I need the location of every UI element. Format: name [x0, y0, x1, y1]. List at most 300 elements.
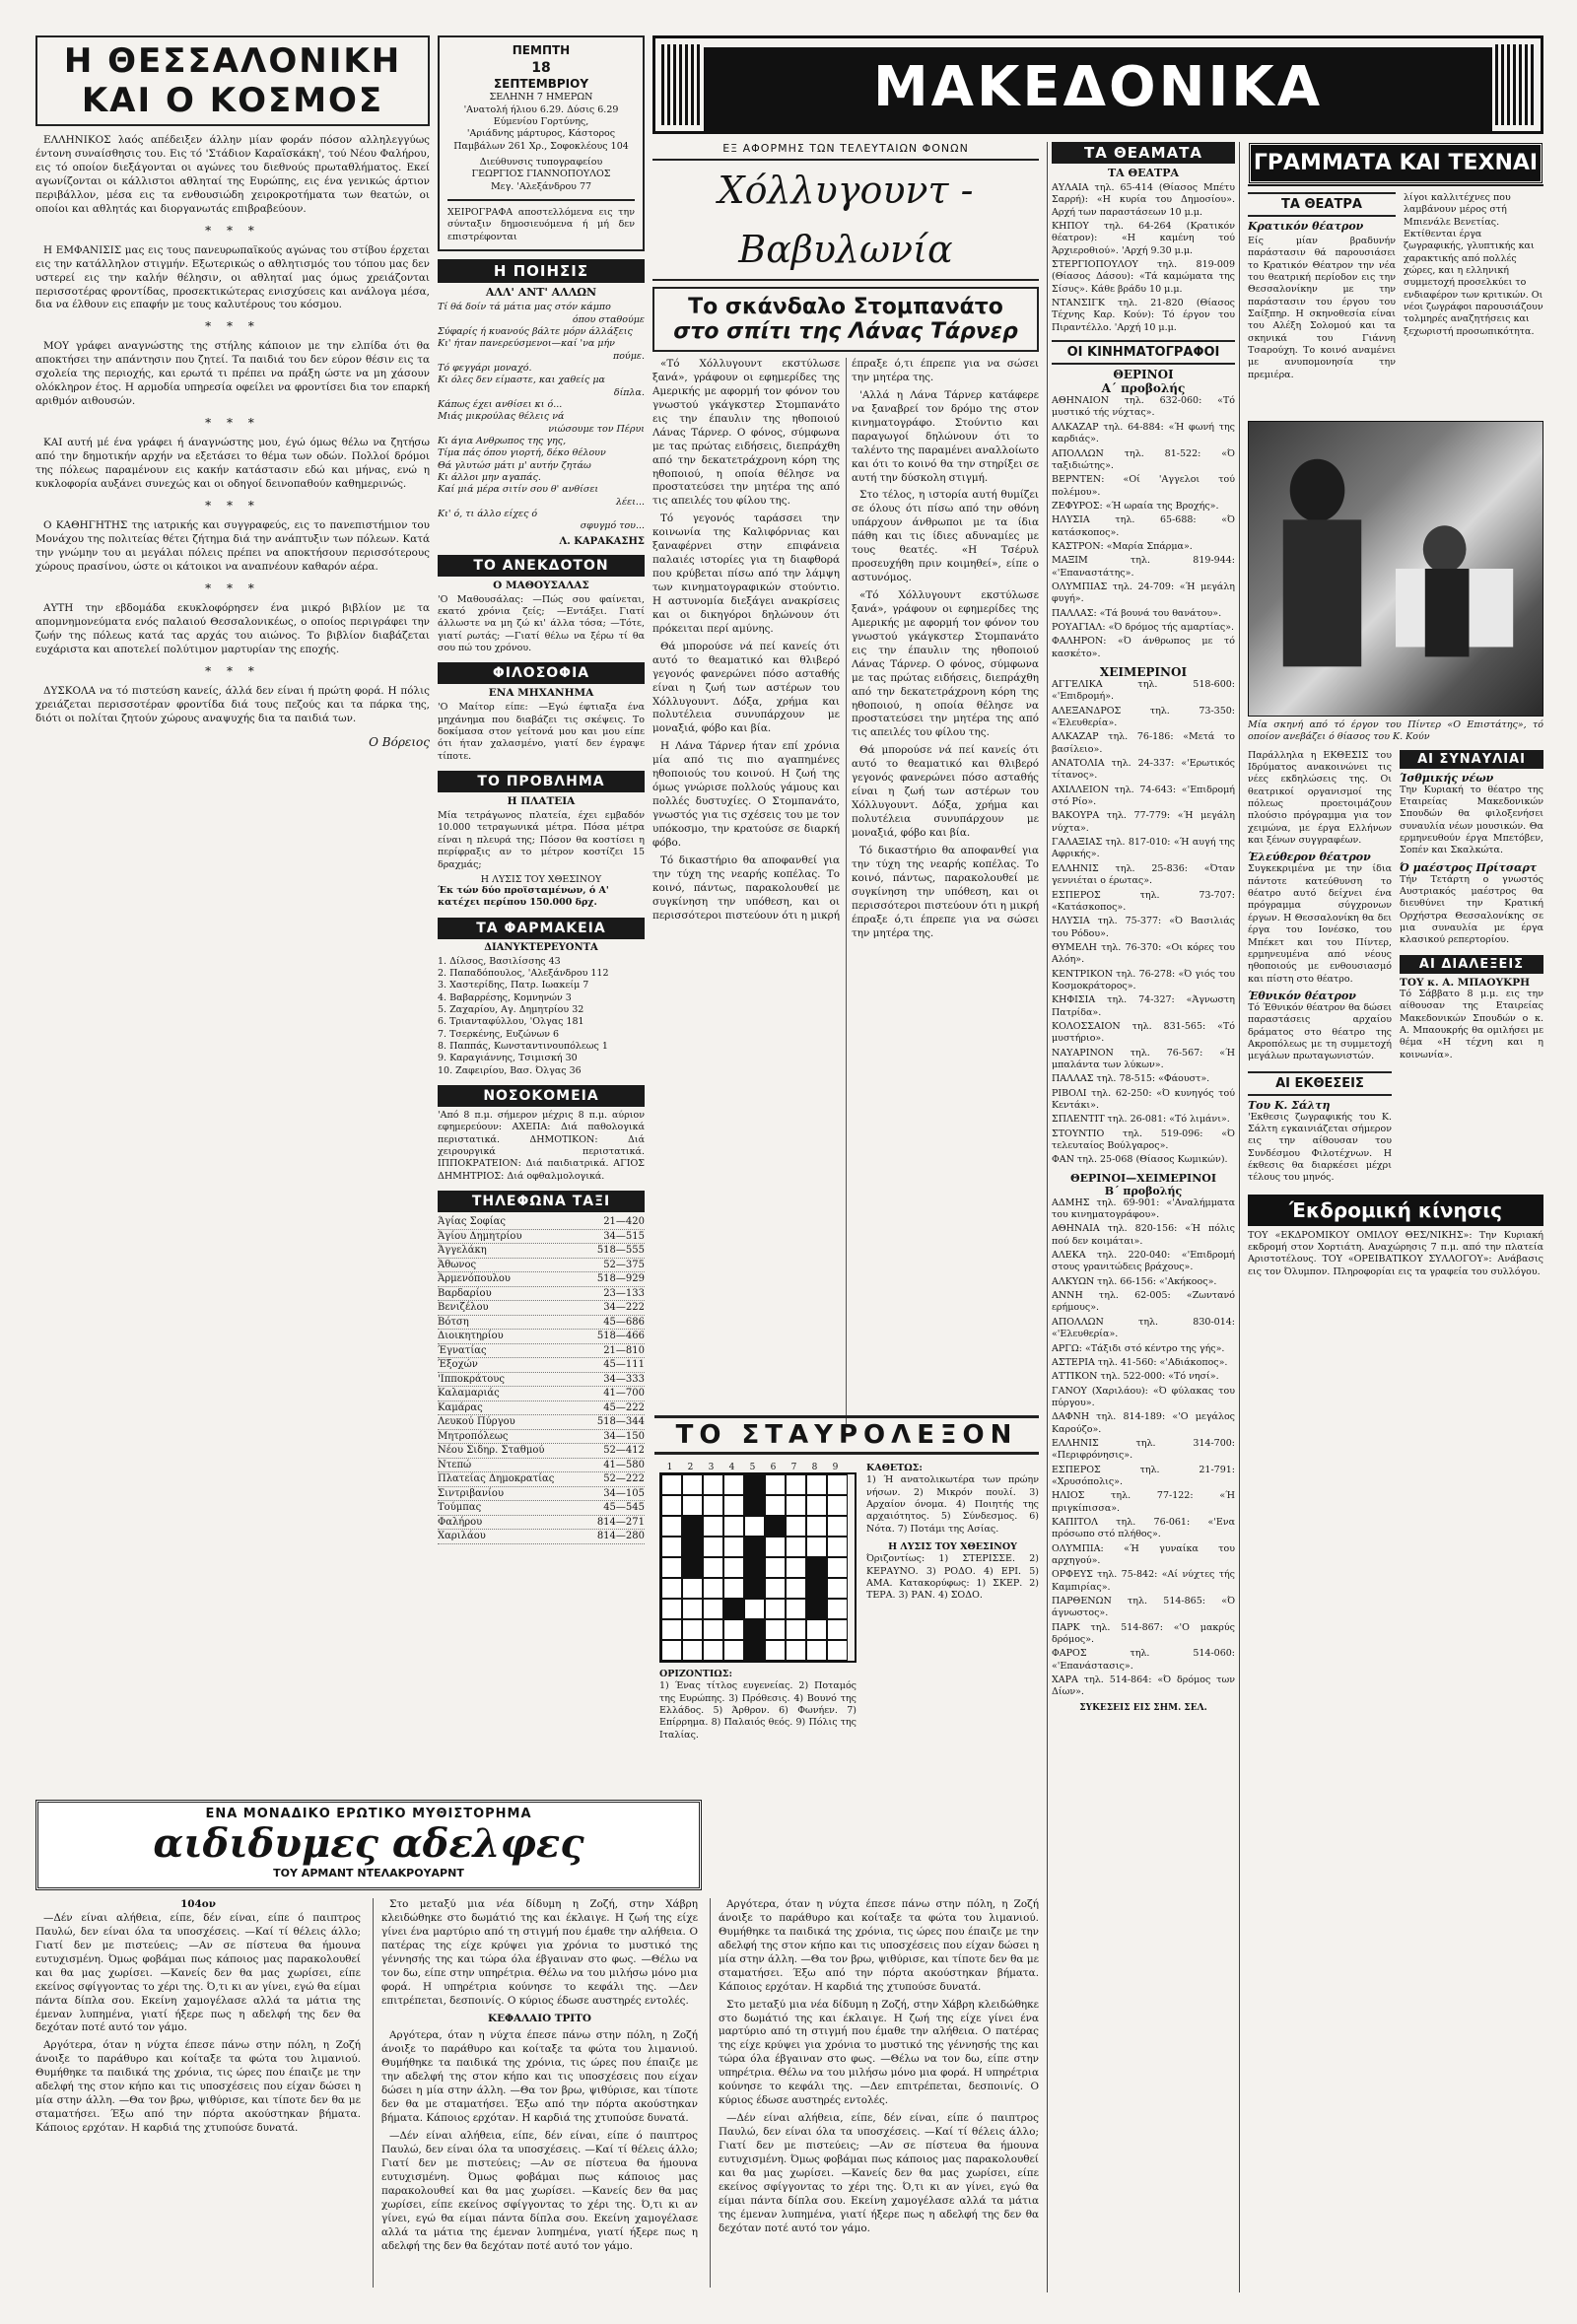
- taxi-stand-name: Πλατείας Δημοκρατίας: [438, 1473, 555, 1485]
- taxi-stand-number: 34—105: [603, 1487, 645, 1499]
- crossword-cell[interactable]: [661, 1640, 682, 1661]
- listing-entry: ΟΡΦΕΥΣ τηλ. 75-842: «Αί νύχτες τής Καμπιρίας».: [1052, 1569, 1235, 1593]
- crossword-cell[interactable]: [744, 1578, 765, 1599]
- listing-entry: ΚΑΣΤΡΟΝ: «Μαρία Σπάρμα».: [1052, 540, 1193, 552]
- taxi-stand-number: 52—222: [603, 1473, 645, 1485]
- printer-name: ΓΕΩΡΓΙΟΣ ΓΙΑΝΝΟΠΟΥΛΟΣ: [471, 169, 611, 180]
- listing-entry: ΠΑΛΛΑΣ τηλ. 78-515: «Φάουστ».: [1052, 1073, 1210, 1085]
- listing-entry: ΧΑΡΑ τηλ. 514-864: «Ό δρόμος των Δίων».: [1052, 1675, 1235, 1698]
- crossword-cell[interactable]: [744, 1619, 765, 1640]
- summer-subheading: ΘΕΡΙΝΟΙ: [1113, 368, 1174, 382]
- crossword-cell[interactable]: [786, 1557, 806, 1578]
- taxi-stand-name: Άγίας Σοφίας: [438, 1216, 507, 1228]
- taxi-stand-number: 814—280: [596, 1531, 645, 1542]
- arts-photo-caption: Μία σκηνή από τό έργον του Πίντερ «Ο Επιστάτης», τό οποίον ανεβάζει ό θίασος του Κ. Κούν: [1248, 719, 1543, 743]
- crossword-cell[interactable]: [765, 1516, 786, 1537]
- taxi-phone-row: [438, 1215, 645, 1230]
- crossword-cell[interactable]: [765, 1599, 786, 1619]
- problem-heading: ΤΟ ΠΡΟΒΛΗΜΑ: [438, 771, 645, 792]
- pharmacy-item: 9. Καραγιάννης, Τσιμισκή 30: [438, 1053, 578, 1064]
- crossword-cell[interactable]: [723, 1640, 744, 1661]
- article-paragraph: ΜΟΥ γράφει αναγνώστης της στήλης κάποιον με την ελπίδα ότι θα αποκτήσει την απάντησιν που ζητεί. Τα παιδιά του δεν εύρον θέσιν εις τα σχολεία της περιοχής, και ερωτά τι πρέπει να πράξη ώστε να μη χάσουν ολόκληρον έτος. Η αρμοδία υπηρεσία οφείλει να φροντίσει δια τον επαρκή αριθμόν αιθουσών.: [35, 340, 430, 408]
- hollywood-title: Χόλλυγουντ - Βαβυλωνία: [652, 159, 1039, 281]
- thessaloniki-title-line1: Η ΘΕΣΣΑΛΟΝΙΚΗ: [63, 41, 402, 81]
- date-line: 'Αριάδνης μάρτυρος, Κάστορος: [466, 128, 616, 140]
- article-paragraph: Η Λάνα Τάρνερ ήταν επί χρόνια μία από τις πιο αγαπημένες ηθοποιούς του κοινού. Η ζωή της όμως γνώρισε πολλούς γάμους και πολλές δυστυχίες. Ο Στομπανάτο, γνωστός για τις σχέσεις του με τον υπόκοσμο, την κρατούσε σε διαρκή φόβο.: [652, 740, 840, 849]
- article-paragraph: ΑΥΤΗ την εβδομάδα εκυκλοφόρησεν ένα μικρό βιβλίον με τα απομνημονεύματα ενός παλαιού Θεσσαλονικέως, ο οποίος περιγράφει την ζωήν της πόλεως κατά τας αρχάς του αιώνος. Το βιβλίον διαβάζεται ευχάριστα και αποτελεί πολύτιμον μαρτυρίαν της εποχής.: [35, 601, 430, 655]
- crossword-cell[interactable]: [827, 1578, 848, 1599]
- crossword-cell[interactable]: [723, 1495, 744, 1516]
- ad-title: αιδιδυμες αδελφες: [153, 1820, 584, 1867]
- taxi-stand-name: Βενιζέλου: [438, 1302, 489, 1314]
- crossword-cell[interactable]: [682, 1557, 703, 1578]
- meetings-text: Την Κυριακή το θέατρο της Εταιρείας Μακεδονικών Σπουδών θα φιλοξενήσει συναυλία νέων μουσικών. Θα ερμηνευθούν έργα Μπετόβεν, Σοπέν και Σκαλκώτα.: [1400, 784, 1543, 856]
- taxi-stand-name: Άγγελάκη: [438, 1245, 487, 1257]
- article-paragraph: Η ΕΜΦΑΝΙΣΙΣ μας εις τους πανευρωπαϊκούς αγώνας του στίβου έρχεται εις την κατάλληλον στιγμήν. Εξωτερικώς ο αθλητισμός του τόπου μας δεν υστερεί εις την καλήν θέλησιν, οι αθληταί μας όμως χρειάζονται περισσοτέρας φροντίδας, προσεκτικώτερας ενισχύσεις και ανάλογα μέσα, δια να έλθουν εις επαφήν με τους καλυτέρους του κόσμου.: [35, 243, 430, 311]
- photo-figures-icon: [1249, 422, 1543, 716]
- crossword-cell[interactable]: [765, 1619, 786, 1640]
- listing-entry: ΑΤΤΙΚΟΝ τηλ. 522-000: «Τό νησί».: [1052, 1371, 1219, 1383]
- listing-entry: ΑΘΗΝΑΙΑ τηλ. 820-156: «Ή πόλις πού δεν κοιμάται».: [1052, 1223, 1235, 1247]
- separator-stars: * * *: [205, 498, 260, 513]
- poetry-subheading: ΑΛΛ' ΑΝΤ' ΑΛΛΩΝ: [485, 286, 597, 300]
- crossword-cell[interactable]: [806, 1599, 827, 1619]
- crossword-cell[interactable]: [786, 1619, 806, 1640]
- meetings-heading: ΑΙ ΣΥΝΑΥΛΙΑΙ: [1400, 750, 1543, 769]
- shows-footer: ΣΥΚΕΣΕΙΣ ΕΙΣ ΣΗΜ. ΣΕΛ.: [1079, 1702, 1207, 1713]
- crossword-cell[interactable]: [661, 1516, 682, 1537]
- taxi-stand-name: Σιντριβανίου: [438, 1487, 505, 1499]
- crossword-cell[interactable]: [682, 1516, 703, 1537]
- date-line: 'Ανατολή ήλιου 6.29. Δύσις 6.29: [463, 103, 619, 115]
- serial-paragraph: —Δέν είναι αλήθεια, είπε, δέν είναι, είπε ό παιπτρος Παυλώ, δεν είναι όλα τα υποσχέσεις. —Καί τί θέλεις άλλο; Γιατί δεν με πιστεύεις; —Αν σε πίστευα θα ήμουνα ευτυχισμένη. Όμως φοβάμαι πως κάποιος μας παρακολουθεί και θα μας χωρίσει. —Κανείς δεν θα μας χωρίσει, είπε εκείνος σφίγγοντας το χέρι της. Ό,τι κι αν γίνει, εγώ θα είμαι πάντα δίπλα σου. Εκείνη χαμογέλασε αλλά τα μάτια της έμεναν λυπημένα, γιατί ήξερε πως η αδελφή της δεν θα δεχόταν ποτέ αυτό τον γάμο.: [35, 1911, 361, 2034]
- first-run-subheading: Α΄ προβολής: [1101, 381, 1186, 396]
- listing-entry: ΕΛΛΗΝΙΣ τηλ. 25-836: «Όταν γεννιέται ο έρωτας».: [1052, 862, 1235, 887]
- crossword-section: [438, 1415, 1039, 1770]
- poem: [438, 302, 645, 533]
- ad-author: ΤΟΥ ΑΡΜΑΝΤ ΝΤΕΛΑΚΡΟΥΑΡΝΤ: [273, 1867, 464, 1880]
- date-line: Παμβάλων 261 Χρ., Σοφοκλέους 104: [453, 140, 629, 152]
- listing-entry: ΝΤΑΝΣΙΓΚ τηλ. 21-820 (Θίασος Τέχνης Καρ. Κούν): Τό έργον του Πιραντέλλο. 'Αρχή 10 μ.μ.: [1052, 298, 1235, 333]
- listing-entry: ΒΕΡΝΤΕΝ: «Οί 'Αγγελοι τού πολέμου».: [1052, 474, 1235, 498]
- taxi-phone-row: [438, 1387, 645, 1401]
- taxi-stand-number: 21—810: [603, 1344, 645, 1356]
- poem-line: Σύφαρίς ή κυανούς βάλτε μόρν άλλάξεις: [438, 325, 633, 337]
- taxi-phone-row: [438, 1373, 645, 1388]
- crossword-cell[interactable]: [765, 1640, 786, 1661]
- crossword-cell[interactable]: [682, 1599, 703, 1619]
- separator-stars: * * *: [205, 223, 260, 238]
- taxi-stand-name: Νέου Σιδηρ. Σταθμού: [438, 1445, 545, 1457]
- pharmacy-item: 6. Τριανταφύλλου, 'Ολγας 181: [438, 1016, 584, 1028]
- taxi-phone-row: [438, 1344, 645, 1359]
- crossword-cell[interactable]: [806, 1557, 827, 1578]
- crossword-cell[interactable]: [661, 1537, 682, 1557]
- crossword-number: 4: [728, 1463, 735, 1472]
- taxi-stand-name: Φαλήρου: [438, 1516, 483, 1528]
- summer-cinemas-list: [1052, 395, 1235, 660]
- crossword-cell[interactable]: [765, 1474, 786, 1495]
- crossword-cell[interactable]: [827, 1640, 848, 1661]
- crossword-cell[interactable]: [786, 1516, 806, 1537]
- crossword-cell[interactable]: [786, 1495, 806, 1516]
- listing-entry: ΕΛΛΗΝΙΣ τηλ. 314-700: «Περιφρόνησις».: [1052, 1437, 1235, 1462]
- listing-entry: ΓΑΛΑΞΙΑΣ τηλ. 817-010: «Ή αυγή της Αφρικής».: [1052, 837, 1235, 860]
- taxi-stand-number: 45—686: [603, 1316, 645, 1328]
- listing-entry: ΘΥΜΕΛΗ τηλ. 76-370: «Οι κόρες του Αλόη».: [1052, 941, 1235, 966]
- serial-columns: [35, 1898, 1039, 2288]
- listing-entry: ΑΛΕΚΑ τηλ. 220-040: «'Επιδρομή στους γρανιτώδεις βράχους».: [1052, 1250, 1235, 1273]
- listing-entry: ΕΣΠΕΡΟΣ τηλ. 21-791: «Χρυσόπολις».: [1052, 1464, 1235, 1487]
- taxi-stand-name: Έξοχών: [438, 1359, 478, 1371]
- crossword-cell[interactable]: [827, 1474, 848, 1495]
- taxi-stand-name: Άγίου Δημητρίου: [438, 1230, 522, 1242]
- crossword-title: ΤΟ ΣΤΑΥΡΟΛΕΞΟΝ: [654, 1415, 1039, 1455]
- listing-entry: ΓΑΝΟΥ (Χαριλάου): «Ό φύλακας του πύργου».: [1052, 1385, 1235, 1408]
- listing-entry: ΗΛΙΟΣ τηλ. 77-122: «Ή πριγκίπισσα».: [1052, 1490, 1235, 1514]
- freedom-subheading: Έλεύθερον θέατρον: [1248, 851, 1371, 864]
- listing-entry: ΕΣΠΕΡΟΣ τηλ. 73-707: «Κατάσκοπος».: [1052, 889, 1235, 913]
- crossword-number: 5: [749, 1463, 756, 1472]
- crossword-grid: [659, 1472, 857, 1663]
- crossword-cell[interactable]: [661, 1474, 682, 1495]
- article-paragraph: Τό δικαστήριο θα αποφανθεί για την τύχη της νεαρής κοπέλας. Το κοινό, πάντως, παρακολουθεί με συγκίνηση την υπόθεση, και οι περισσότεροι πιστεύουν ότι η μικρή έπραξε ό,τι έπρεπε για να σώσει την μητέρα της.: [852, 844, 1039, 939]
- separator-stars: * * *: [205, 319, 260, 334]
- freedom-text: Συγκεκριμένα με την ίδια πάντοτε κατεύθυνση το θέατρο αυτό δείχνει ένα πρόγραμμα σύγχρονων έργων. Η Θεσσαλονίκη θα δει έργα του Ιονέσκο, του Μπέκετ και του Πίντερ, ερμηνευμένα από νέους ηθοποιούς με ενθουσιασμό και πίστη στο θέατρο.: [1248, 863, 1392, 985]
- listing-entry: ΦΑΛΗΡΟΝ: «Ό άνθρωπος με τό κασκέτο».: [1052, 636, 1235, 659]
- crossword-cell[interactable]: [703, 1516, 723, 1537]
- crossword-body: [438, 1463, 1039, 1742]
- crossword-cell[interactable]: [661, 1578, 682, 1599]
- taxi-stand-name: Βαρδαρίου: [438, 1287, 492, 1299]
- listing-entry: ΦΑΝ τηλ. 25-068 (Θίασος Κωμικών).: [1052, 1154, 1228, 1166]
- other-subheading: ΘΕΡΙΝΟΙ—ΧΕΙΜΕΡΙΝΟΙ: [1070, 1171, 1216, 1185]
- taxi-stand-name: Καμάρας: [438, 1401, 483, 1413]
- exhibitions-subheading: Του Κ. Σάλτη: [1248, 1098, 1331, 1112]
- crossword-number: 9: [832, 1463, 839, 1472]
- taxi-stand-number: 34—333: [603, 1373, 645, 1385]
- poem-line: σφυγμό του...: [580, 520, 645, 532]
- poem-line: όπου σταθούμε: [572, 313, 645, 325]
- arts-photo: [1248, 421, 1543, 717]
- poem-line: Κι άλλοι μην αγαπάς.: [438, 471, 541, 483]
- arts-theatre-text-2: Παράλληλα η ΕΚΘΕΣΙΣ του Ιδρύματος ανακοινώνει τις νέες εκδηλώσεις της. Οι θεατρικοί οργανισμοί της πόλεως προετοιμάζουν πλούσιο πρόγραμμα για τον χειμώνα, με έργα Ελλήνων και ξένων συγγραφέων.: [1248, 749, 1392, 847]
- poem-line: πούμε.: [612, 350, 645, 362]
- date-month: ΣΕΠΤΕΜΒΡΙΟΥ: [493, 76, 589, 91]
- crossword-cell[interactable]: [723, 1599, 744, 1619]
- poem-line: Θά γλυτώσ μάτι μ' αυτήν ζητάω: [438, 459, 591, 471]
- crossword-cell[interactable]: [806, 1537, 827, 1557]
- pharmacy-item: 5. Ζαχαρίου, Αγ. Δημητρίου 32: [438, 1003, 584, 1015]
- philosophy-subheading: ΕΝΑ ΜΗΧΑΝΗΜΑ: [488, 687, 594, 700]
- listing-entry: ΠΑΛΛΑΣ: «Τά βουνά του θανάτου».: [1052, 607, 1222, 619]
- manuscripts-note: ΧΕΙΡΟΓΡΑΦΑ αποστελλόμενα εις την σύνταξιν δημοσιευόμενα ή μή δεν επιστρέφονται: [447, 207, 635, 242]
- crossword-cell[interactable]: [703, 1640, 723, 1661]
- pharmacy-item: 7. Τσερκένης, Ευζώνων 6: [438, 1028, 560, 1040]
- solution-label: Η ΛΥΣΙΣ ΤΟΥ ΧΘΕΣΙΝΟΥ: [480, 873, 602, 885]
- listing-entry: ΚΗΠΟΥ τηλ. 64-264 (Κρατικόν θέατρον): «Η καμένη τού Άρχιεροθιού». 'Αρχή 9.30 μ.μ.: [1052, 221, 1235, 256]
- crossword-cell[interactable]: [827, 1557, 848, 1578]
- crossword-cell[interactable]: [765, 1557, 786, 1578]
- crossword-cell[interactable]: [827, 1619, 848, 1640]
- poem-line: δίπλα.: [613, 386, 645, 398]
- arts-right-text: λίγοι καλλιτέχνες που λαμβάνουν μέρος στή Μπιενάλε Βενετίας. Εκτίθενται έργα ζωγραφικής, γλυπτικής και χαρακτικής από πολλές χώρες, και η ελληνική συμμετοχή προσελκύει το ενδιαφέρον των κριτικών. Οι νέοι ζωγράφοι παρουσιάζουν τολμηρές αναζητήσεις και ξεχωριστή προσωπικότητα.: [1404, 192, 1543, 337]
- hollywood-headline-line2: στο σπίτι της Λάνας Τάρνερ: [673, 319, 1018, 344]
- hollywood-headline-box: [652, 287, 1039, 352]
- crossword-cell[interactable]: [827, 1537, 848, 1557]
- crossword-cell[interactable]: [661, 1599, 682, 1619]
- pharmacy-item: 3. Χαστερίδης, Πατρ. Ιωακείμ 7: [438, 980, 589, 991]
- listing-entry: ΔΑΦΝΗ τηλ. 814-189: «'Ο μεγάλος Καρούζο».: [1052, 1411, 1235, 1435]
- master-text: Τήν Τετάρτη ο γνωστός Αυστριακός μαέστρος θα διευθύνει την Κρατική Ορχήστρα Θεσσαλονίκης σε μια συναυλία με έργα κλασικού ρεπερτορίου.: [1400, 873, 1543, 946]
- crossword-cell[interactable]: [744, 1474, 765, 1495]
- listing-entry: ΟΛΥΜΠΙΑ: «Ή γυναίκα του αρχηγού».: [1052, 1542, 1235, 1566]
- masthead-title: ΜΑΚΕΔΟΝΙΚΑ: [701, 44, 1495, 134]
- listing-entry: ΡΙΒΟΛΙ τηλ. 62-250: «Ό κυνηγός τού Κεντάκι».: [1052, 1087, 1235, 1111]
- pharmacy-list: [438, 956, 645, 1077]
- article-paragraph: Τό γεγονός ταράσσει την κοινωνία της Καλιφόρνιας και ξαναφέρνει στην επιφάνεια παλαιές ιστορίες για τη διαφθορά που κρύβεται πίσω από την λάμψη των κινηματογραφικών στούντιο. Η αστυνομία διεξάγει ανακρίσεις και οι δικηγόροι δηλώνουν ότι πρόκειται περί αμύνης.: [652, 513, 840, 635]
- listing-entry: ΑΥΛΑΙΑ τηλ. 65-414 (Θίασος Μπέτυ Σαρρή): «Η κυρία του Δημοσίου». Αρχή των παραστάσεων 10 μ.μ.: [1052, 182, 1235, 218]
- crossword-cell[interactable]: [661, 1619, 682, 1640]
- arts-theatre-subheading: Κρατικόν θέατρον: [1248, 220, 1364, 233]
- arts-bottom-left: [1248, 750, 1392, 1185]
- article-paragraph: Θά μπορούσε νά πεί κανείς ότι αυτό το θεαματικό και θλιβερό γεγονός φανερώνει πόσο ασταθής είναι η ζωή των αστέρων του Χόλλυγουντ. Δόξα, χρήμα και πολυτέλεια συνυπάρχουν με μοναξιά, φόβο και βία.: [852, 744, 1039, 839]
- listing-entry: ΑΛΕΞΑΝΔΡΟΣ τηλ. 73-350: «Έλευθερία».: [1052, 705, 1235, 729]
- listing-entry: ΑΔΜΗΣ τηλ. 69-901: «'Αναλήμματα του κινηματογράφου».: [1052, 1196, 1235, 1221]
- article-paragraph: Ο ΚΑΘΗΓΗΤΗΣ της ιατρικής και συγγραφεύς, εις το πανεπιστήμιον του Μονάχου της πολιτείας θέτει ζήτημα διά την ανάπτυξιν των πόλεων. Κατά την γνώμην του αι μεγάλαι πόλεις πρέπει να αποκτήσουν περισσότερους χώρους πρασίνου, ώστε οι κάτοικοι να αναπνέουν καθαρόν αέρα.: [35, 519, 430, 573]
- crossword-cell[interactable]: [786, 1537, 806, 1557]
- taxi-phone-row: [438, 1330, 645, 1344]
- crossword-number: 3: [708, 1463, 715, 1472]
- poem-line: Κι' ήταν πανερεύσμενοι—καί 'να μήν: [438, 338, 615, 350]
- crossword-number: 8: [811, 1463, 818, 1472]
- taxi-stand-name: Καλαμαριάς: [438, 1388, 500, 1400]
- crossword-cell[interactable]: [806, 1578, 827, 1599]
- crossword-cell[interactable]: [682, 1537, 703, 1557]
- crossword-cell[interactable]: [703, 1578, 723, 1599]
- crossword-cell[interactable]: [682, 1495, 703, 1516]
- taxi-phones-heading: ΤΗΛΕΦΩΝΑ ΤΑΞΙ: [438, 1191, 645, 1212]
- date-box: [438, 35, 645, 251]
- serial-column-1: [35, 1898, 361, 2288]
- meetings-subheading: Ίσθμικής νέων: [1400, 771, 1494, 785]
- crossword-cell[interactable]: [786, 1578, 806, 1599]
- crossword-cell[interactable]: [827, 1516, 848, 1537]
- crossword-cell[interactable]: [765, 1495, 786, 1516]
- taxi-phone-row: [438, 1272, 645, 1287]
- taxi-stand-name: 'Ιπποκράτους: [438, 1373, 505, 1385]
- listing-entry: ΑΠΟΛΛΩΝ τηλ. 830-014: «'Ελευθερία».: [1052, 1316, 1235, 1340]
- crossword-cell[interactable]: [806, 1495, 827, 1516]
- crossword-cell[interactable]: [703, 1474, 723, 1495]
- serial-paragraph: —Δέν είναι αλήθεια, είπε, δέν είναι, είπε ό παιπτρος Παυλώ, δεν είναι όλα τα υποσχέσεις. —Καί τί θέλεις άλλο; Γιατί δεν με πιστεύεις; —Αν σε πίστευα θα ήμουνα ευτυχισμένη. Όμως φοβάμαι πως κάποιος μας παρακολουθεί και θα μας χωρίσει. —Κανείς δεν θα μας χωρίσει, είπε εκείνος σφίγγοντας το χέρι της. Ό,τι κι αν γίνει, εγώ θα είμαι πάντα δίπλα σου. Εκείνη χαμογέλασε αλλά τα μάτια της έμεναν λυπημένα, γιατί ήξερε πως η αδελφή της δεν θα δεχόταν ποτέ αυτό τον γάμο.: [719, 2112, 1039, 2234]
- taxi-stand-name: Ντεπώ: [438, 1459, 472, 1470]
- taxi-stand-name: Μητροπόλεως: [438, 1430, 509, 1442]
- arts-bottom-row: [1248, 750, 1543, 1185]
- listing-entry: ΑΠΟΛΛΩΝ τηλ. 81-522: «Ό ταξιδιώτης».: [1052, 447, 1235, 471]
- separator-stars: * * *: [205, 663, 260, 678]
- crossword-cell[interactable]: [744, 1557, 765, 1578]
- date-line: Εύμενίου Γορτύνης,: [493, 116, 589, 128]
- crossword-cell[interactable]: [682, 1474, 703, 1495]
- theatres-list: [1052, 182, 1235, 334]
- crossword-cell[interactable]: [703, 1557, 723, 1578]
- article-paragraph: Τό δικαστήριο θα αποφανθεί για την τύχη της νεαρής κοπέλας. Το κοινό, πάντως, παρακολουθεί με συγκίνηση την υπόθεση, και οι περισσότεροι πιστεύουν ότι η μικρή έπραξε ό,τι έπρεπε για να σώσει την μητέρα της.: [652, 358, 1039, 922]
- taxi-stand-number: 41—700: [603, 1388, 645, 1400]
- second-run-subheading: Β΄ προβολής: [1104, 1184, 1183, 1197]
- master-subheading: Ό μαέστρος Πρίτσαρτ: [1400, 860, 1538, 874]
- listing-entry: ΣΤΟΥΝΤΙΟ τηλ. 519-096: «Ό τελευταίος Βούλγαρος».: [1052, 1128, 1235, 1152]
- taxi-stand-number: 518—929: [596, 1273, 645, 1285]
- listing-entry: ΒΑΚΟΥΡΑ τηλ. 77-779: «Ή μεγάλη νύχτα».: [1052, 810, 1235, 834]
- crossword-cell[interactable]: [723, 1578, 744, 1599]
- taxi-stand-name: Άρμενόπουλου: [438, 1273, 511, 1285]
- poem-line: Καί μιά μέρα σιτίν σου θ' ανθίσει: [438, 484, 599, 496]
- printer-label: Διεύθυνσις τυπογραφείου: [479, 157, 603, 169]
- taxi-stand-number: 45—545: [603, 1502, 645, 1514]
- pharmacies-heading: ΤΑ ΦΑΡΜΑΚΕΙΑ: [438, 918, 645, 939]
- date-day: 18: [531, 59, 551, 76]
- listing-entry: ΑΛΚΑΖΑΡ τηλ. 76-186: «Μετά το βασίλειο».: [1052, 731, 1235, 755]
- crossword-cell[interactable]: [786, 1474, 806, 1495]
- crossword-cell[interactable]: [806, 1516, 827, 1537]
- crossword-cell[interactable]: [827, 1495, 848, 1516]
- lectures-text: Τό Σάββατο 8 μ.μ. εις την αίθουσαν της Εταιρείας Μακεδονικών Σπουδών ο κ. Α. Μπαουκρής θα ομιλήσει με θέμα «Η τέχνη και η κοινωνία».: [1400, 988, 1543, 1060]
- crossword-cell[interactable]: [703, 1619, 723, 1640]
- crossword-cell[interactable]: [703, 1495, 723, 1516]
- taxi-phone-row: [438, 1301, 645, 1316]
- poem-line: Τό φεγγάρι μοναχό.: [438, 362, 532, 374]
- crossword-cell[interactable]: [786, 1599, 806, 1619]
- listing-entry: ΗΛΥΣΙΑ τηλ. 65-688: «Ό κατάσκοπος».: [1052, 514, 1235, 538]
- hollywood-headline-line1: Το σκάνδαλο Στομπανάτο: [688, 295, 1003, 319]
- taxi-stand-name: Λευκού Πύργου: [438, 1416, 515, 1428]
- poem-line: Τίμα πάς όπου γιορτή, δέκο θέλουν: [438, 447, 606, 459]
- listing-entry: ΣΠΛΕΝΤΙΤ τηλ. 26-081: «Τό λιμάνι».: [1052, 1114, 1230, 1126]
- serial-paragraph: Αργότερα, όταν η νύχτα έπεσε πάνω στην πόλη, η Ζοζή άνοιξε το παράθυρο και κοίταξε τα φώτα του λιμανιού. Θυμήθηκε τα παιδικά της χρόνια, τις ώρες που έπαιζε με την αδελφή της στον κήπο και τις υποσχέσεις που είχαν δώσει η μία στην άλλη. —Θα τον βρω, ψιθύρισε, και τίποτε δεν θα με σταματήσει. Έξω από την πόρτα ακούστηκαν βήματα. Κάποιος ερχόταν. Η καρδιά της χτυπούσε δυνατά.: [35, 2039, 361, 2134]
- philosophy-heading: ΦΙΛΟΣΟΦΙΑ: [438, 662, 645, 684]
- pharmacy-item: 2. Παπαδόπουλος, 'Αλεξάνδρου 112: [438, 967, 609, 979]
- taxi-phone-row: [438, 1401, 645, 1416]
- crossword-horizontal-clues: 1) Ένας τίτλος ευγενείας. 2) Ποταμός της Ευρώπης. 3) Πρόθεσις. 4) Βουνό της Ελλάδος. 5) Άρθρον. 6) Φωνήεν. 7) Επίρρημα. 8) Παλαιός θεός. 9) Πόλις της Ιταλίας.: [659, 1680, 857, 1741]
- crossword-cell[interactable]: [682, 1578, 703, 1599]
- crossword-cell[interactable]: [806, 1640, 827, 1661]
- pharmacy-item: 8. Παππάς, Κωνσταντινουπόλεως 1: [438, 1040, 608, 1052]
- listing-entry: ΝΑΥΑΡΙΝΟΝ τηλ. 76-567: «Ή μπαλάντα των λύκων».: [1052, 1047, 1235, 1070]
- listing-entry: ΣΤΕΡΓΙΟΠΟΥΛΟΥ τηλ. 819-009 (Θίασος Δάσου): «Τά καμώματα της Σίσυς». Κάθε βράδυ 10 μ.μ.: [1052, 259, 1235, 295]
- crossword-cell[interactable]: [744, 1599, 765, 1619]
- taxi-phone-row: [438, 1230, 645, 1245]
- crossword-cell[interactable]: [744, 1516, 765, 1537]
- poem-line: λέει...: [615, 496, 645, 508]
- crossword-vertical-clues: 1) Ή ανατολικωτέρα των πρώην νήσων. 2) Μικρόν πουλί. 3) Αρχαίον όνομα. 4) Ποιητής της αρχαιότητος. 5) Σύνδεσμος. 6) Νότα. 7) Ποτάμι της Ασίας.: [866, 1474, 1039, 1535]
- column-arts: [1248, 142, 1543, 2292]
- hospitals-text: 'Από 8 π.μ. σήμερον μέχρις 8 π.μ. αύριον εφημερεύουν: ΑΧΕΠΑ: Διά παθολογικά περιστατικά. ΔΗΜΟΤΙΚΟΝ: Διά χειρουργικά περιστατικά. ΙΠΠΟΚΡΑΤΕΙΟΝ: Διά παιδιατρικά. ΑΓΙΟΣ ΔΗΜΗΤΡΙΟΣ: Διά οφθαλμολογικά.: [438, 1109, 645, 1182]
- shows-heading: ΤΑ ΘΕΑΜΑΤΑ: [1052, 142, 1235, 164]
- crossword-cell[interactable]: [703, 1599, 723, 1619]
- arts-theatre-column: [1248, 192, 1396, 413]
- crossword-cell[interactable]: [723, 1474, 744, 1495]
- taxi-phone-row: [438, 1316, 645, 1331]
- crossword-number: 7: [790, 1463, 797, 1472]
- crossword-cell[interactable]: [723, 1619, 744, 1640]
- taxi-stand-name: Διοικητηρίου: [438, 1331, 504, 1342]
- article-paragraph: «Τό Χόλλυγουντ εκστύλωσε ξανά», γράφουν οι εφημερίδες της Αμερικής με αφορμή τον φόνον του γνωστού γκάγκστερ Στομπανάτο εις την έπαυλιν της ηθοποιού Λάνας Τάρνερ. Ο φόνος, σύμφωνα με τας πρώτας ειδήσεις, διεπράχθη από την δεκατετράχρονη κόρη της ηθοποιού, η οποία θέλησε να προστατεύσει την μητέρα της από τις απειλές του φίλου της.: [852, 589, 1039, 739]
- listing-entry: ΑΘΗΝΑΙΟΝ τηλ. 632-060: «Τό μυστικό τής νύχτας».: [1052, 395, 1235, 419]
- poem-line: Κάπως έχει ανθίσει κι ό...: [438, 398, 563, 410]
- listing-entry: ΚΑΠΙΤΟΛ τηλ. 76-061: «'Ενα πρόσωπο στό πλήθος».: [1052, 1516, 1235, 1540]
- crossword-cell[interactable]: [723, 1516, 744, 1537]
- poem-line: Κι όλες δεν είμαστε, και χαθείς μα: [438, 375, 605, 386]
- thessaloniki-title-box: [35, 35, 430, 126]
- crossword-solution: Όριζοντίως: 1) ΣΤΕΡΙΣΣΕ. 2) ΚΕΡΑΥΝΟ. 3) ΡΟΔΟ. 4) ΕΡΙ. 5) ΑΜΑ. Κατακορύφως: 1) ΣΚΕΡ. 2) ΤΕΡΑ. 3) ΡΑΝ. 4) ΣΟΔΟ.: [866, 1553, 1039, 1602]
- serial-paragraph: Αργότερα, όταν η νύχτα έπεσε πάνω στην πόλη, η Ζοζή άνοιξε το παράθυρο και κοίταξε τα φώτα του λιμανιού. Θυμήθηκε τα παιδικά της χρόνια, τις ώρες που έπαιζε με την αδελφή της στον κήπο και τις υποσχέσεις που είχαν δώσει η μία στην άλλη. —Θα τον βρω, ψιθύρισε, και τίποτε δεν θα με σταματήσει. Έξω από την πόρτα ακούστηκαν βήματα. Κάποιος ερχόταν. Η καρδιά της χτυπούσε δυνατά.: [381, 2029, 698, 2125]
- crossword-cell[interactable]: [682, 1619, 703, 1640]
- article-paragraph: Στο τέλος, η ιστορία αυτή θυμίζει σε όλους ότι πίσω από την οθόνη υπάρχουν άνθρωποι με τα ίδια πάθη και τις ίδιες αδυναμίες με τους θεατές. «Η Τσέρυλ προσευχήθη πριν κοιμηθεί», είπε ο αστυνόμος.: [852, 489, 1039, 584]
- pharmacy-item: 10. Ζαφειρίου, Βασ. Όλγας 36: [438, 1064, 582, 1076]
- crossword-cell[interactable]: [703, 1537, 723, 1557]
- crossword-cell[interactable]: [661, 1557, 682, 1578]
- anecdote-heading: ΤΟ ΑΝΕΚΔΟΤΟΝ: [438, 555, 645, 577]
- listing-entry: ΜΑΞΙΜ τηλ. 819-944: «'Επαναστάτης».: [1052, 555, 1235, 579]
- article-paragraph: ΔΥΣΚΟΛΑ να τό πιστεύση κανείς, άλλά δεν είναι ή πρώτη φορά. Η πόλις χρειάζεται περισσοτέραν φροντίδα διά τους πεζούς και τα πάρκα της, διότι οι πολίται ζητούν χώρους αναψυχής δια τα παιδιά των.: [35, 684, 430, 724]
- article-paragraph: ΕΛΛΗΝΙΚΟΣ λαός απέδειξεν άλλην μίαν φοράν πόσον αλληλεγγύως έντονη συναίσθησις του. Εις τό 'Στάδιον Καραϊσκάκη', τού Νέου Φαλήρου, εις τό οποίον διεξάγονται οι αγώνες του διεθνούς πρωταθλήματος. Εκεί αγωνίζονται οι κάλλιστοι αθληταί της Ευρώπης, εις ένα γενικώς άρτιον περιβάλλον, μέσα εις τα ενθουσιώδη χειροκροτήματα των θεατών, οι οποίοι και αθλητάς και διοργανωτάς επιβραβεύουν.: [35, 134, 430, 215]
- listing-entry: ΑΛΚΑΖΑΡ τηλ. 64-884: «Ή φωνή της καρδιάς».: [1052, 421, 1235, 445]
- separator-stars: * * *: [205, 416, 260, 431]
- cinemas-heading: ΟΙ ΚΙΝΗΜΑΤΟΓΡΑΦΟΙ: [1052, 340, 1235, 365]
- taxi-phone-row: [438, 1287, 645, 1302]
- crossword-cell[interactable]: [723, 1557, 744, 1578]
- taxi-phone-row: [438, 1358, 645, 1373]
- crossword-cell[interactable]: [786, 1640, 806, 1661]
- taxi-phone-row: [438, 1259, 645, 1273]
- crossword-grid-wrap: [659, 1463, 857, 1742]
- article-paragraph: ΚΑΙ αυτή μέ ένα γράφει ή άναγνώστης μου, έγώ όμως θέλω να ζητήσω από την δημοτικήν αρχήν να εξετάσει το θέμα των οδών. Πολλοί δρόμοι της πόλεως παραμένουν εις κακήν κατάστασιν εδώ και μήνας, ενώ η κυκλοφορία αυξάνει συνεχώς και οι οδηγοί δεινοπαθούν καθημερινώς.: [35, 437, 430, 491]
- arts-bottom-right: [1400, 750, 1543, 1185]
- excursion-heading: Έκδρομική κίνησις: [1248, 1195, 1543, 1226]
- lectures-subheading: ΤΟΥ κ. Α. ΜΠΑΟΥΚΡΗ: [1400, 976, 1531, 989]
- crossword-cell[interactable]: [661, 1495, 682, 1516]
- hollywood-kicker: ΕΞ ΑΦΟΡΜΗΣ ΤΩΝ ΤΕΛΕΥΤΑΙΩΝ ΦΟΝΩΝ: [722, 142, 969, 155]
- crossword-cell[interactable]: [682, 1640, 703, 1661]
- listing-entry: ΑΝΑΤΟΛΙΑ τηλ. 24-337: «'Ερωτικός τίτανος».: [1052, 758, 1235, 782]
- article-paragraph: 'Αλλά η Λάνα Τάρνερ κατάφερε να ξαναβρεί τον δρόμο της στον κινηματογράφο. Στούντιο και παραγωγοί δηλώνουν ότι το ταλέντο της παραμένει αναλλοίωτο και ότι το κοινό θα την στηρίξει σε αυτή την δύσκολη στιγμή.: [852, 388, 1039, 484]
- winter-subheading: ΧΕΙΜΕΡΙΝΟΙ: [1099, 665, 1188, 679]
- crossword-cell[interactable]: [744, 1640, 765, 1661]
- crossword-cell[interactable]: [806, 1474, 827, 1495]
- crossword-cell[interactable]: [765, 1537, 786, 1557]
- taxi-stand-name: Άθωνος: [438, 1259, 477, 1270]
- crossword-cell[interactable]: [827, 1599, 848, 1619]
- taxi-stand-number: 45—111: [603, 1359, 645, 1371]
- article-paragraph: «Τό Χόλλυγουντ εκστύλωσε ξανά», γράφουν οι εφημερίδες της Αμερικής με αφορμή τον φόνον του γνωστού γκάγκστερ Στομπανάτο εις την έπαυλιν της ηθοποιού Λάνας Τάρνερ. Ο φόνος, σύμφωνα με τας πρώτας ειδήσεις, διεπράχθη από την δεκατετράχρονη κόρη της ηθοποιού, η οποία θέλησε να προστατεύσει την μητέρα της από τις απειλές του φίλου της.: [652, 358, 840, 508]
- poem-line: Μιάς μικρούλας θέλεις νά: [438, 411, 565, 423]
- poem-line: νιώσουμε τον Πέρυι: [548, 423, 645, 435]
- crossword-cell[interactable]: [744, 1495, 765, 1516]
- crossword-cell[interactable]: [723, 1537, 744, 1557]
- crossword-cell[interactable]: [765, 1578, 786, 1599]
- other-cinemas-list: [1052, 1197, 1235, 1699]
- article-paragraph: Θά μπορούσε νά πεί κανείς ότι αυτό το θεαματικό και θλιβερό γεγονός φανερώνει πόσο ασταθής είναι η ζωή των αστέρων του Χόλλυγουντ. Δόξα, χρήμα και πολυτέλεια συνυπάρχουν με μοναξιά, φόβο και βία.: [652, 640, 840, 735]
- printer-address: Μεγ. 'Αλεξάνδρου 77: [490, 180, 592, 192]
- divider: [447, 199, 635, 201]
- listing-entry: ΟΛΥΜΠΙΑΣ τηλ. 24-709: «Ή μεγάλη φυγή».: [1052, 581, 1235, 605]
- crossword-cell[interactable]: [806, 1619, 827, 1640]
- taxi-stand-number: 518—555: [596, 1245, 645, 1257]
- arts-theatre-text: Είς μίαν βραδυνήν παράστασιν θά παρουσιάσει το Κρατικόν Θέατρον την νέα του θεατρική περίοδον εις την Θεσσαλονίκην με την παράστασιν του έργου του Σαίξπηρ. Η σκηνοθεσία είναι του Αλέξη Σολομού και τα σκηνικά του Γιάννη Τσαρούχη. Το κοινό αναμένει με ανυπομονησία την πρεμιέρα.: [1248, 236, 1396, 380]
- serial-column-3: [710, 1898, 1039, 2288]
- crossword-cell[interactable]: [744, 1537, 765, 1557]
